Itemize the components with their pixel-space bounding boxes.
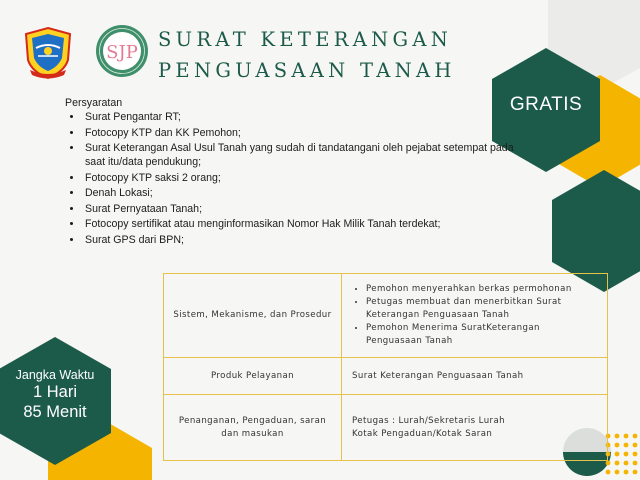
procedure-list bbox=[352, 283, 599, 348]
requirement-item: • Fotocopy sertifikat atau menginformasikan Nomor Hak Milik Tanah terdekat; bbox=[83, 217, 528, 231]
requirement-item: • Surat Keterangan Asal Usul Tanah yang sudah di tandatangani oleh pejabat setempat pada saat itu/data pendukung; bbox=[83, 141, 528, 169]
duration-label: Jangka Waktu bbox=[15, 368, 95, 382]
requirements-heading: Persyaratan bbox=[65, 97, 123, 109]
table-row bbox=[164, 274, 608, 358]
requirement-item: • Fotocopy KTP saksi 2 orang; bbox=[83, 171, 528, 185]
requirement-item: • Surat GPS dari BPN; bbox=[83, 233, 528, 247]
requirement-item: • Denah Lokasi; bbox=[83, 186, 528, 200]
service-info-table bbox=[163, 273, 608, 461]
table-cell-value: Surat Keterangan Penguasaan Tanah bbox=[342, 358, 608, 395]
title-line-1: SURAT KETERANGAN bbox=[158, 28, 453, 51]
complaint-handler: Petugas : Lurah/Sekretaris Lurah bbox=[352, 415, 506, 426]
dot-grid-decoration bbox=[606, 434, 638, 475]
free-badge: GRATIS bbox=[509, 94, 583, 115]
processing-duration bbox=[2, 368, 108, 423]
duration-days: 1 Hari bbox=[32, 383, 77, 401]
page-title bbox=[158, 24, 488, 86]
sjp-monogram-logo bbox=[95, 24, 149, 78]
table-row bbox=[164, 358, 608, 395]
requirements-list bbox=[65, 110, 528, 248]
title-line-2: PENGUASAAN TANAH bbox=[158, 59, 456, 82]
complaint-channel: Kotak Pengaduan/Kotak Saran bbox=[352, 428, 493, 439]
table-cell-label: Produk Pelayanan bbox=[164, 358, 342, 395]
requirement-item: • Surat Pengantar RT; bbox=[83, 110, 528, 124]
requirement-item: • Surat Pernyataan Tanah; bbox=[83, 202, 528, 216]
procedure-item: • Pemohon Menerima SuratKeterangan Penguasaan Tanah bbox=[366, 322, 599, 347]
table-cell-label: Penanganan, Pengaduan, saran dan masukan bbox=[164, 395, 342, 461]
procedure-item: • Petugas membuat dan menerbitkan Surat Keterangan Penguasaan Tanah bbox=[366, 296, 599, 321]
table-cell-value bbox=[342, 274, 608, 358]
city-emblem-logo bbox=[22, 26, 74, 80]
table-row bbox=[164, 395, 608, 461]
monogram-text: SJP bbox=[106, 42, 138, 63]
table-cell-value bbox=[342, 395, 608, 461]
duration-minutes: 85 Menit bbox=[23, 402, 87, 421]
procedure-item: • Pemohon menyerahkan berkas permohonan bbox=[366, 283, 599, 296]
requirement-item: • Fotocopy KTP dan KK Pemohon; bbox=[83, 126, 528, 140]
table-cell-label: Sistem, Mekanisme, dan Prosedur bbox=[164, 274, 342, 358]
